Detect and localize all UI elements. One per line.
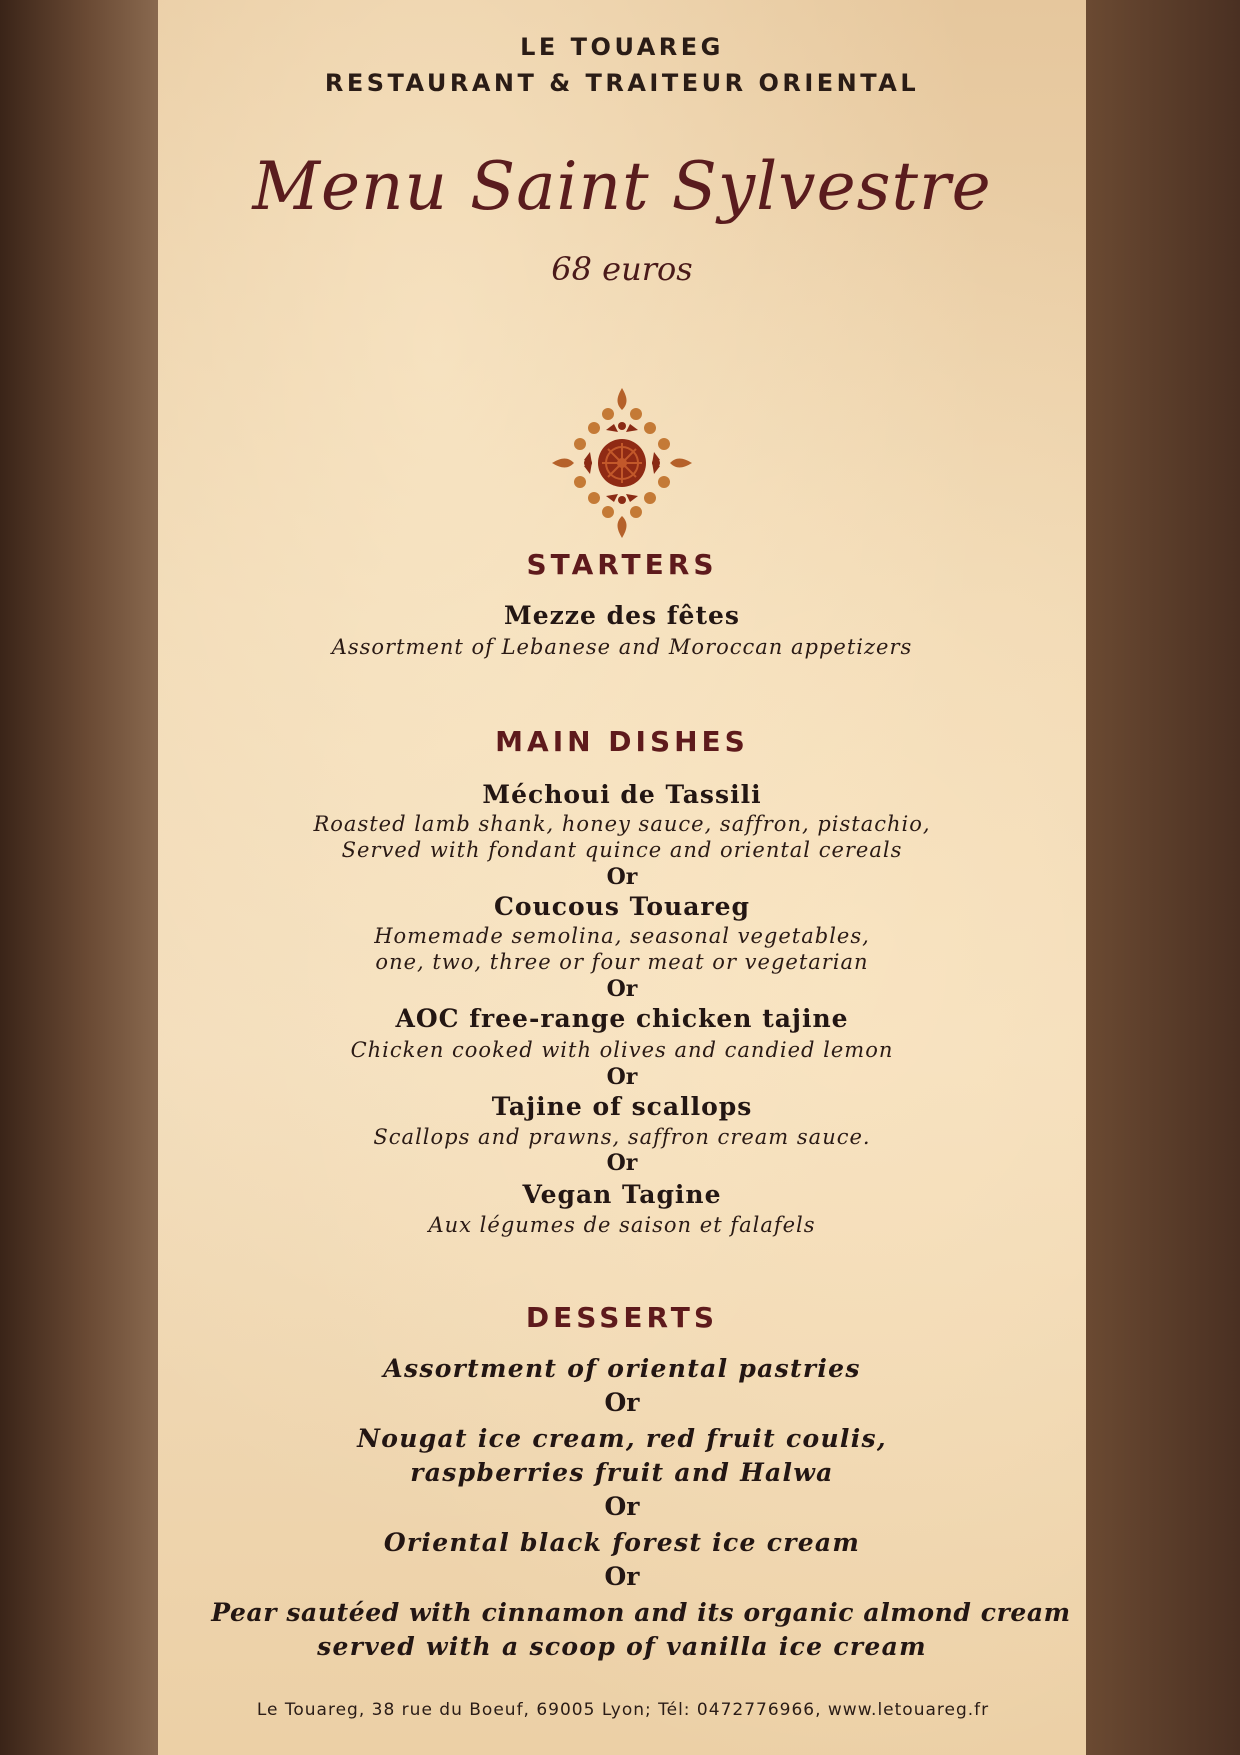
section-title-starters: STARTERS: [526, 548, 718, 581]
dish-description: Aux légumes de saison et falafels: [428, 1213, 816, 1237]
dish-description: one, two, three or four meat or vegetarian: [375, 950, 869, 974]
dish-name: Coucous Touareg: [494, 892, 750, 921]
dessert-item: Assortment of oriental pastries: [383, 1354, 861, 1383]
or-separator: Or: [606, 976, 638, 1002]
menu-card: [158, 0, 1086, 1755]
dessert-item: Oriental black forest ice cream: [383, 1528, 861, 1557]
or-separator: Or: [606, 1064, 638, 1090]
dish-description: Homemade semolina, seasonal vegetables,: [374, 924, 870, 948]
dessert-item: raspberries fruit and Halwa: [410, 1458, 834, 1487]
dish-description: Assortment of Lebanese and Moroccan appetizers: [331, 635, 913, 659]
dish-name: Tajine of scallops: [491, 1092, 753, 1121]
dish-description: Roasted lamb shank, honey sauce, saffron, pistachio,: [313, 812, 931, 836]
restaurant-subtitle: RESTAURANT & TRAITEUR ORIENTAL: [324, 69, 920, 97]
dish-name: AOC free-range chicken tajine: [395, 1004, 849, 1033]
dish-name: Vegan Tagine: [522, 1180, 722, 1209]
or-separator: Or: [606, 864, 638, 890]
dish-description: Scallops and prawns, saffron cream sauce.: [373, 1125, 871, 1149]
or-separator: Or: [604, 1388, 640, 1417]
dish-description: Served with fondant quince and oriental cereals: [341, 838, 903, 862]
dish-description: Chicken cooked with olives and candied lemon: [350, 1038, 894, 1062]
section-title-desserts: DESSERTS: [525, 1301, 719, 1334]
menu-price: 68 euros: [551, 250, 693, 288]
menu-title: Menu Saint Sylvestre: [252, 148, 992, 225]
or-separator: Or: [604, 1492, 640, 1521]
background-right-edge: [1085, 0, 1240, 1755]
footer-contact: Le Touareg, 38 rue du Boeuf, 69005 Lyon; Tél: 0472776966, www.letouareg.fr: [256, 1700, 990, 1720]
dessert-item: Pear sautéed with cinnamon and its organic almond cream: [211, 1598, 1071, 1627]
dish-name: Mezze des fêtes: [504, 601, 740, 630]
or-separator: Or: [604, 1562, 640, 1591]
moroccan-floral-ornament-icon: [546, 382, 698, 544]
background-left-edge: [0, 0, 160, 1755]
dessert-item: served with a scoop of vanilla ice cream: [317, 1632, 927, 1661]
dessert-item: Nougat ice cream, red fruit coulis,: [357, 1424, 887, 1453]
or-separator: Or: [606, 1150, 638, 1176]
section-title-main-dishes: MAIN DISHES: [495, 725, 749, 758]
restaurant-name: LE TOUAREG: [520, 33, 724, 61]
dish-name: Méchoui de Tassili: [482, 780, 762, 809]
